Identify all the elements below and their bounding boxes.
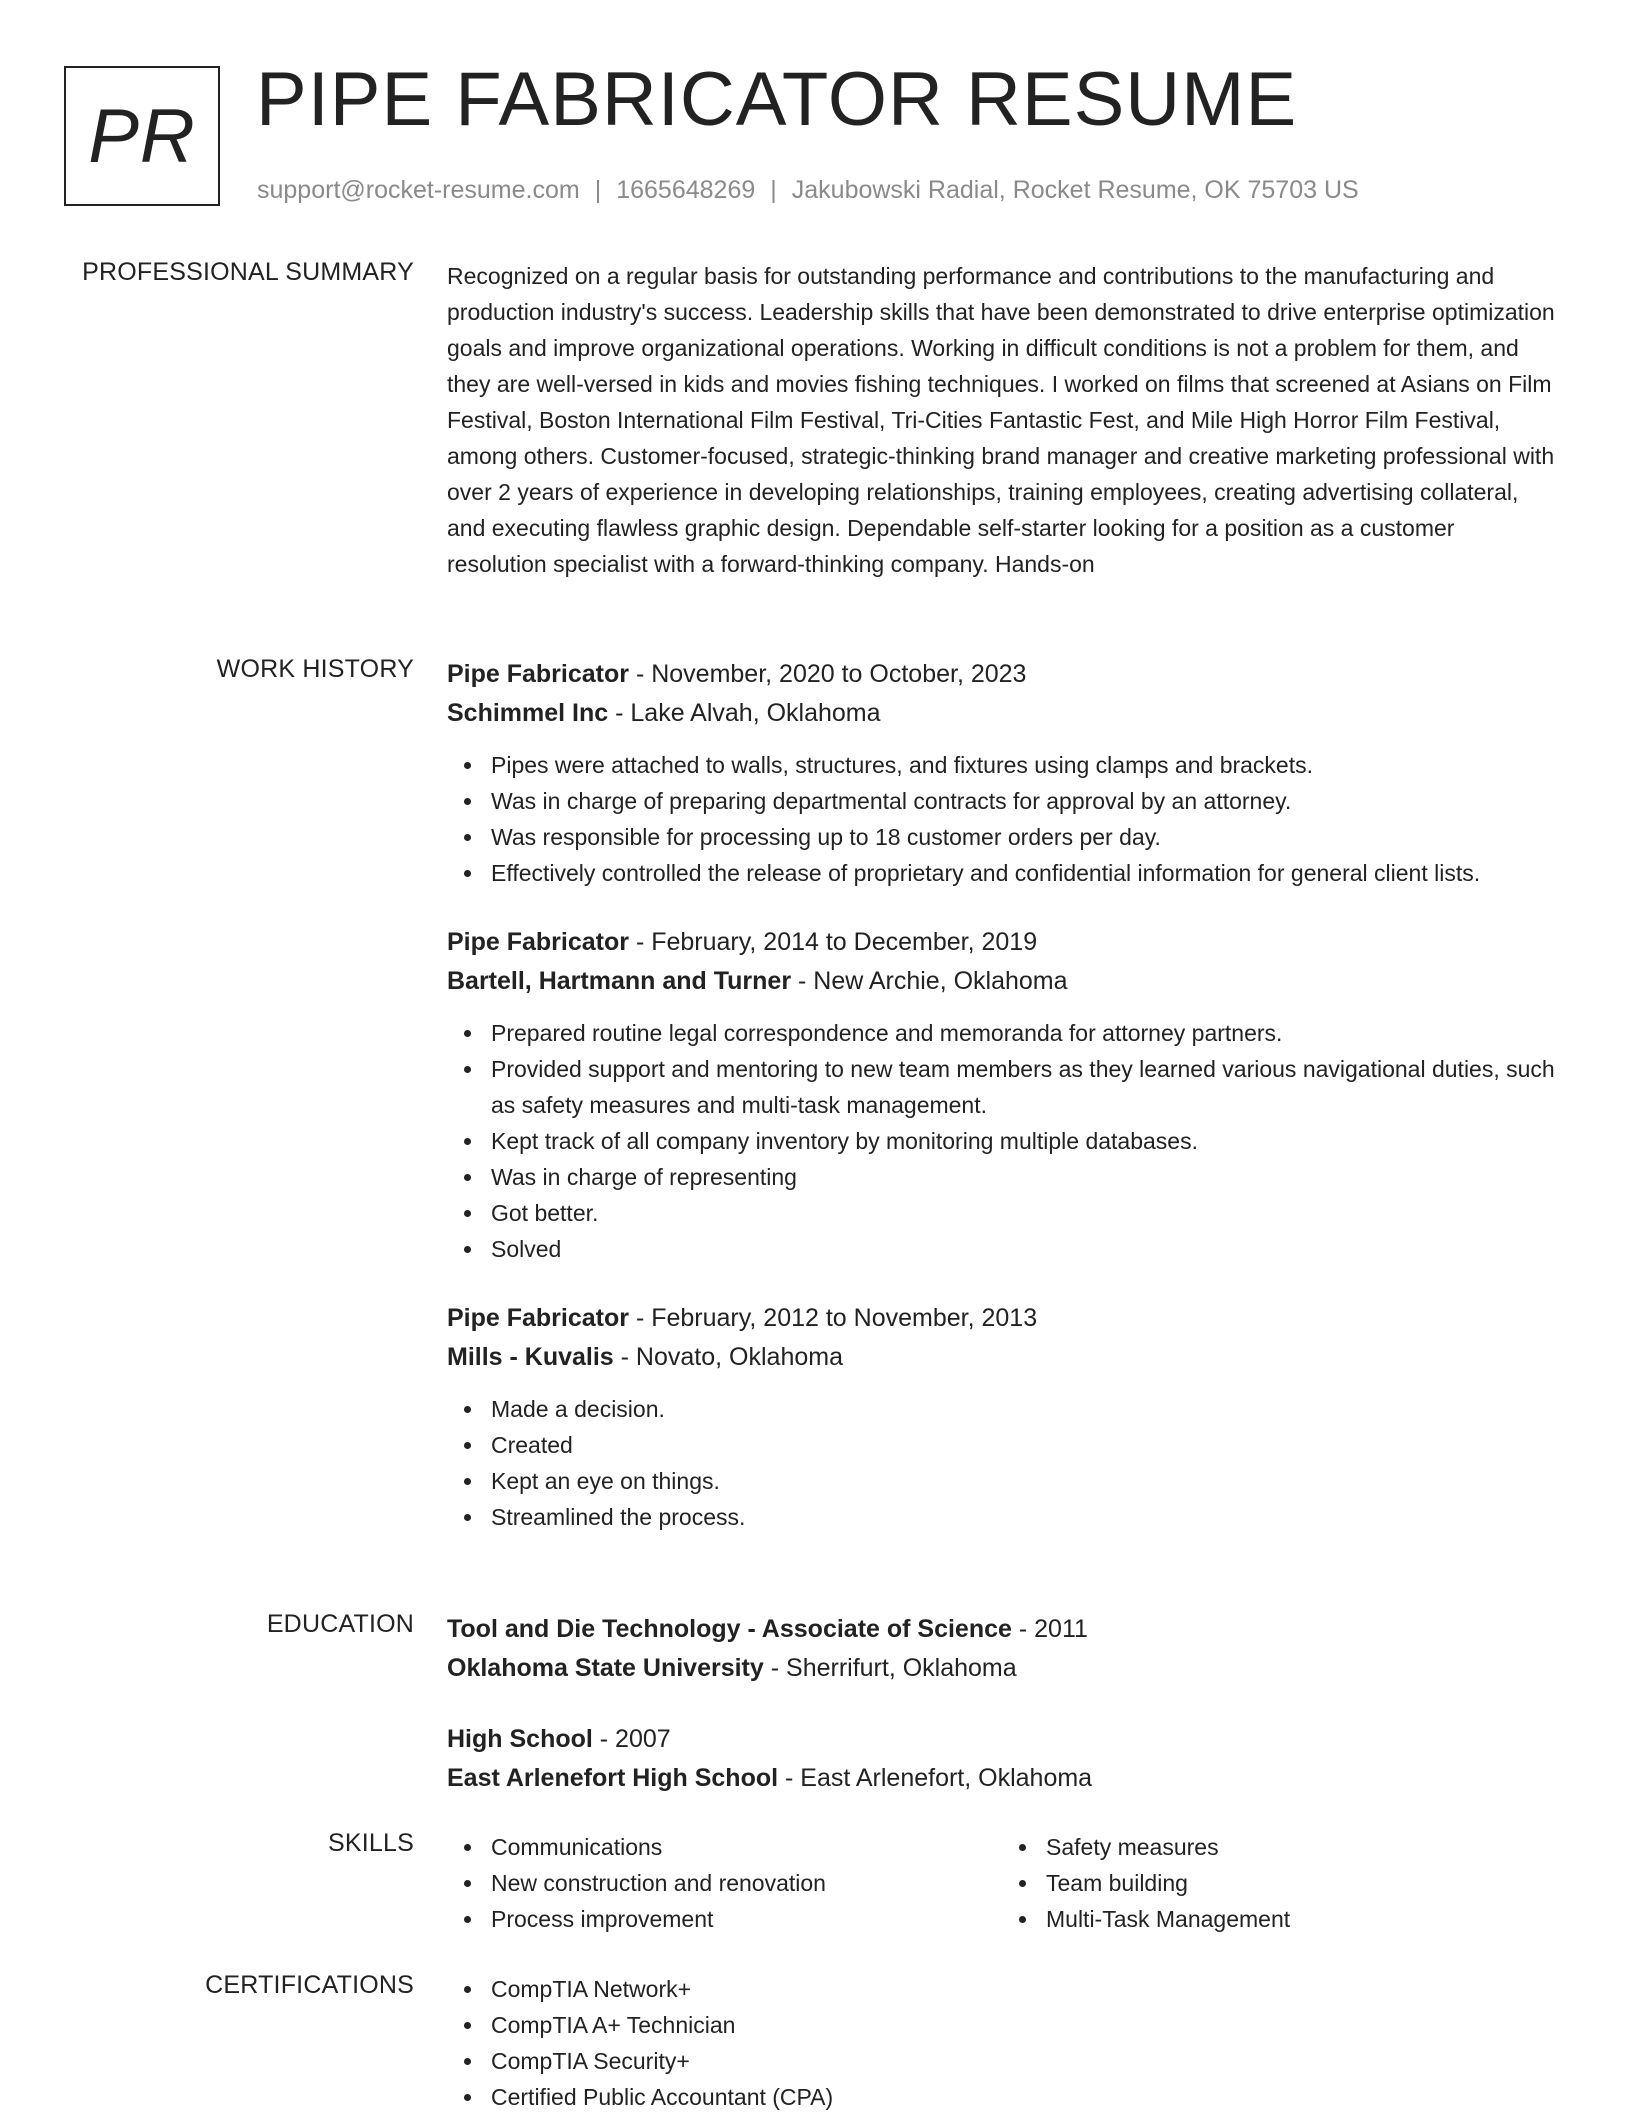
list-item: Certified Public Accountant (CPA) [491, 2079, 1557, 2115]
job-location: - Lake Alvah, Oklahoma [608, 699, 881, 727]
list-item: Was in charge of representing [491, 1159, 1557, 1195]
list-item: Was responsible for processing up to 18 customer orders per day. [491, 819, 1557, 855]
job-location: - New Archie, Oklahoma [791, 967, 1068, 995]
education-entry [447, 1720, 1557, 1798]
job-bullets [447, 1015, 1557, 1267]
skills-heading: SKILLS [328, 1829, 414, 1857]
job-entry [447, 923, 1557, 1267]
summary-heading: PROFESSIONAL SUMMARY [82, 258, 414, 286]
skills-grid [447, 1829, 1557, 1937]
certifications-body [447, 1971, 1557, 2115]
list-item: CompTIA Security+ [491, 2043, 1557, 2079]
contact-separator: | [594, 176, 602, 204]
education-heading: EDUCATION [266, 1610, 414, 1638]
job-title-line [447, 1299, 1557, 1338]
job-company-line [447, 962, 1557, 1001]
edu-year: - 2011 [1011, 1615, 1088, 1643]
list-item: Process improvement [491, 1901, 1002, 1937]
list-item: Streamlined the process. [491, 1499, 1557, 1535]
job-role: Pipe Fabricator [447, 1304, 629, 1332]
list-item: Created [491, 1427, 1557, 1463]
skills-body [447, 1829, 1557, 1937]
job-dates: - February, 2014 to December, 2019 [629, 928, 1038, 956]
job-location: - Novato, Oklahoma [613, 1343, 843, 1371]
list-item: Kept track of all company inventory by monitoring multiple databases. [491, 1123, 1557, 1159]
edu-school-line [447, 1649, 1557, 1688]
job-role: Pipe Fabricator [447, 660, 629, 688]
job-entry [447, 1299, 1557, 1535]
edu-location: - Sherrifurt, Oklahoma [763, 1654, 1017, 1682]
list-item: Effectively controlled the release of proprietary and confidential information for general client lists. [491, 855, 1557, 891]
job-company-line [447, 694, 1557, 733]
list-item: Solved [491, 1231, 1557, 1267]
list-item: New construction and renovation [491, 1865, 1002, 1901]
summary-text: Recognized on a regular basis for outstanding performance and contributions to the manufacturing and production industry's success. Leadership skills that have been demonstrated to drive enterprise optimization goals and improve organizational operations. Working in difficult conditions is not a problem for them, and they are well-versed in kids and movies fishing techniques. I worked on films that screened at Asians on Film Festival, Boston International Film Festival, Tri-Cities Fantastic Fest, and Mile High Horror Film Festival, among others. Customer-focused, strategic-thinking brand manager and creative marketing professional with over 2 years of experience in developing relationships, training employees, creating advertising collateral, and executing flawless graphic design. Dependable self-starter looking for a position as a customer resolution specialist with a forward-thinking company. Hands-on [447, 263, 1555, 577]
monogram-logo [64, 66, 220, 206]
list-item: Multi-Task Management [1046, 1901, 1557, 1937]
edu-location: - East Arlenefort, Oklahoma [778, 1764, 1093, 1792]
edu-degree-line [447, 1720, 1557, 1759]
list-item: Prepared routine legal correspondence and memoranda for attorney partners. [491, 1015, 1557, 1051]
job-company-line [447, 1338, 1557, 1377]
job-dates: - November, 2020 to October, 2023 [629, 660, 1027, 688]
job-bullets [447, 747, 1557, 891]
job-entry [447, 655, 1557, 891]
list-item: CompTIA A+ Technician [491, 2007, 1557, 2043]
contact-separator: | [770, 176, 777, 204]
job-title-line [447, 655, 1557, 694]
edu-school-line [447, 1759, 1557, 1798]
edu-school: Oklahoma State University [447, 1654, 764, 1682]
education-entry [447, 1610, 1557, 1688]
list-item: Communications [491, 1829, 1002, 1865]
job-dates: - February, 2012 to November, 2013 [629, 1304, 1038, 1332]
education-body [447, 1610, 1557, 1830]
summary-body [447, 258, 1557, 582]
work-history-heading: WORK HISTORY [216, 655, 414, 683]
list-item: Safety measures [1046, 1829, 1557, 1865]
list-item: Kept an eye on things. [491, 1463, 1557, 1499]
edu-degree: Tool and Die Technology - Associate of Science [447, 1615, 1012, 1643]
list-item: Provided support and mentoring to new team members as they learned various navigational duties, such as safety measures and multi-task management. [491, 1051, 1557, 1123]
edu-year: - 2007 [592, 1725, 671, 1753]
list-item: Team building [1046, 1865, 1557, 1901]
job-company: Schimmel Inc [447, 699, 609, 727]
job-company: Bartell, Hartmann and Turner [447, 967, 792, 995]
contact-email[interactable]: support@rocket-resume.com [257, 176, 580, 204]
list-item: Was in charge of preparing departmental contracts for approval by an attorney. [491, 783, 1557, 819]
skills-list-left [447, 1829, 1002, 1937]
edu-school: East Arlenefort High School [447, 1764, 779, 1792]
list-item: Made a decision. [491, 1391, 1557, 1427]
certifications-list [447, 1971, 1557, 2115]
list-item: Pipes were attached to walls, structures, and fixtures using clamps and brackets. [491, 747, 1557, 783]
edu-degree-line [447, 1610, 1557, 1649]
edu-degree: High School [447, 1725, 593, 1753]
job-title-line [447, 923, 1557, 962]
monogram-text: PR [88, 93, 196, 179]
resume-title: PIPE FABRICATOR RESUME [256, 57, 1298, 142]
contact-phone[interactable]: 1665648269 [616, 176, 756, 204]
job-role: Pipe Fabricator [447, 928, 629, 956]
job-bullets [447, 1391, 1557, 1535]
work-history-body [447, 655, 1557, 1567]
contact-address: Jakubowski Radial, Rocket Resume, OK 75703 US [791, 176, 1359, 204]
list-item: Got better. [491, 1195, 1557, 1231]
job-company: Mills - Kuvalis [447, 1343, 614, 1371]
contact-line [257, 176, 1359, 205]
certifications-heading: CERTIFICATIONS [205, 1971, 414, 1999]
skills-list-right [1002, 1829, 1557, 1937]
list-item: CompTIA Network+ [491, 1971, 1557, 2007]
